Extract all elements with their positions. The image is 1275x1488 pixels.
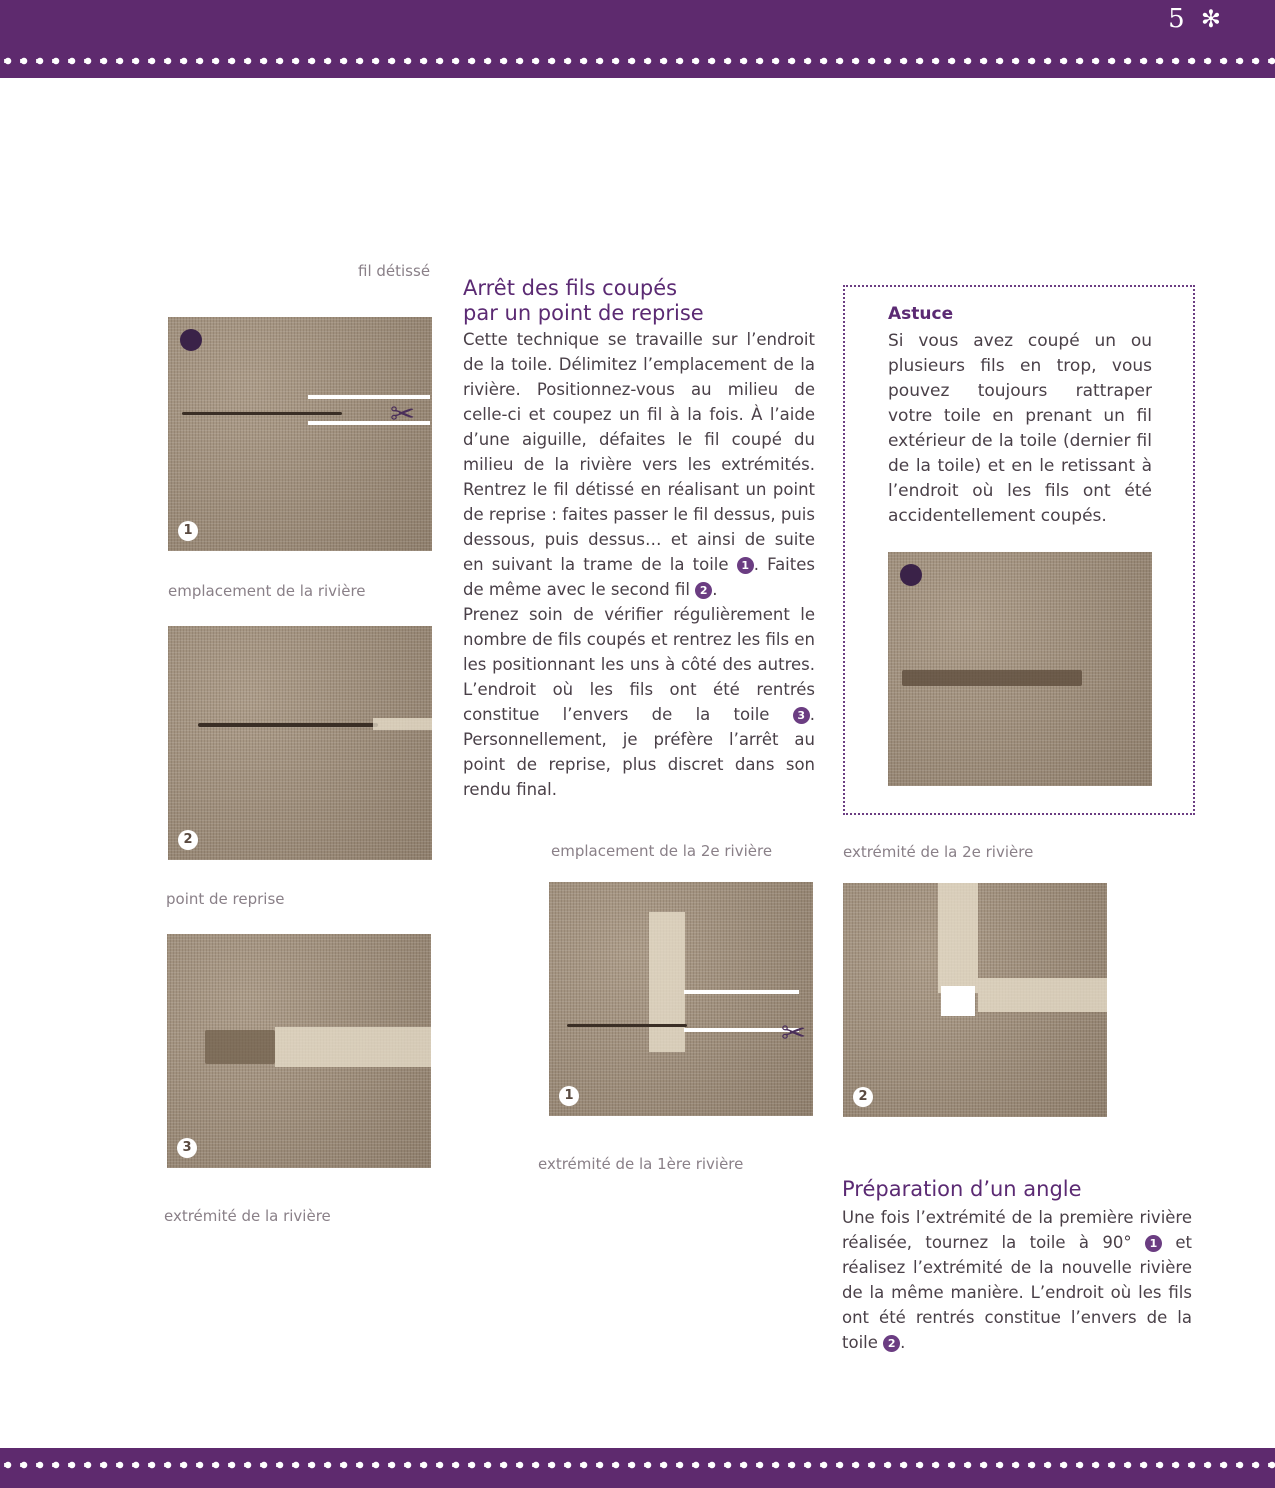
photo-number: 1 (178, 521, 198, 541)
step-number-badge: 3 (793, 707, 810, 724)
astuce-text: Si vous avez coupé un ou plusieurs fils en trop, vous pouvez toujours rattraper votre toile en prenant un fil extérieur de la toile (dernier fil de la toile) et en le retissant à l’endroit où les fils ont été accidentellement coupés. (888, 331, 1152, 526)
caption-emplacement-riviere: emplacement de la rivière (168, 582, 366, 600)
caption-extremite-riviere: extrémité de la rivière (164, 1207, 331, 1225)
river-band-horizontal (978, 978, 1107, 1012)
footer-band (0, 1482, 1275, 1488)
section1-paragraph-2: Prenez soin de vérifier régulièrement le nombre de fils coupés et rentrez les fils en les positionnant les uns à côté des autres. L’endroit où les fils ont été rentrés constitue l’envers de la toile 3 . Personnellement, je préfère l’arrêt au point de reprise, plus discret dans son rendu final. (463, 605, 815, 799)
snowflake-ornament-icon: ✻ (1200, 5, 1225, 33)
section2-paragraph: Une fois l’extrémité de la première rivière réalisée, tournez la toile à 90° 1 et réalisez l’extrémité de la nouvelle rivière de la même manière. L’endroit où les fils ont été rentrés constitue l’envers de la toile 2 . (842, 1208, 1193, 1352)
page-number: 5 ✻ (1168, 4, 1225, 34)
header-band (0, 0, 1275, 44)
step-number-badge: 2 (695, 582, 712, 599)
photo-step-3 (167, 934, 431, 1168)
thread-running-stitch (198, 723, 378, 727)
photo-number: 3 (177, 1138, 197, 1158)
river-band (275, 1027, 431, 1067)
corner-opening (941, 986, 975, 1016)
caption-extremite-2e-riviere: extrémité de la 2e rivière (843, 843, 1034, 861)
caption-point-de-reprise: point de reprise (166, 890, 285, 908)
guide-line-top (684, 990, 799, 994)
river-band-vertical (649, 912, 685, 1052)
photo-step-2 (168, 626, 432, 860)
section1-paragraph-1: Cette technique se travaille sur l’endroit de la toile. Délimitez l’emplacement de la rivière. Positionnez-vous au milieu de celle-ci et coupez un fil à la fois. À l’aide d’une aiguille, défaites le fil coupé du milieu de la rivière vers les extrémités. Rentrez le fil détissé en réalisant un point de reprise : faites passer le fil dessus, puis dessous, puis dessus… et ainsi de suite en suivant la trame de la toile 1 . Faites de même avec le second fil 2 . (463, 330, 815, 599)
number-badge-icon (900, 564, 922, 586)
river-band (373, 718, 432, 730)
section-title-arret: Arrêt des fils coupés par un point de reprise (463, 276, 704, 325)
caption-extremite-1ere-riviere: extrémité de la 1ère rivière (538, 1155, 744, 1173)
number-badge-icon (180, 329, 202, 351)
river-band-vertical (938, 883, 978, 993)
cut-threads (902, 670, 1082, 686)
photo-number: 2 (853, 1087, 873, 1107)
caption-fil-detisse: fil détissé (358, 262, 431, 280)
thread-ends (205, 1030, 275, 1064)
step-number-badge: 2 (883, 1335, 900, 1352)
photo-number: 1 (559, 1086, 579, 1106)
scissors-icon: ✂ (390, 397, 416, 432)
decorative-strip-bottom (0, 1448, 1275, 1482)
section-title-angle: Préparation d’un angle (842, 1177, 1082, 1201)
photo-angle-1 (549, 882, 813, 1116)
caption-emplacement-2e-riviere: emplacement de la 2e rivière (551, 842, 773, 860)
decorative-strip-top (0, 44, 1275, 78)
photo-angle-2 (843, 883, 1107, 1117)
step-number-badge: 1 (1145, 1235, 1162, 1252)
astuce-title: Astuce (888, 304, 954, 324)
photo-step-1 (168, 317, 432, 551)
needle-thread (567, 1024, 687, 1027)
scissors-icon: ✂ (781, 1016, 807, 1051)
photo-astuce (888, 552, 1152, 786)
needle-thread (182, 412, 342, 415)
step-number-badge: 1 (737, 557, 754, 574)
photo-number: 2 (178, 830, 198, 850)
